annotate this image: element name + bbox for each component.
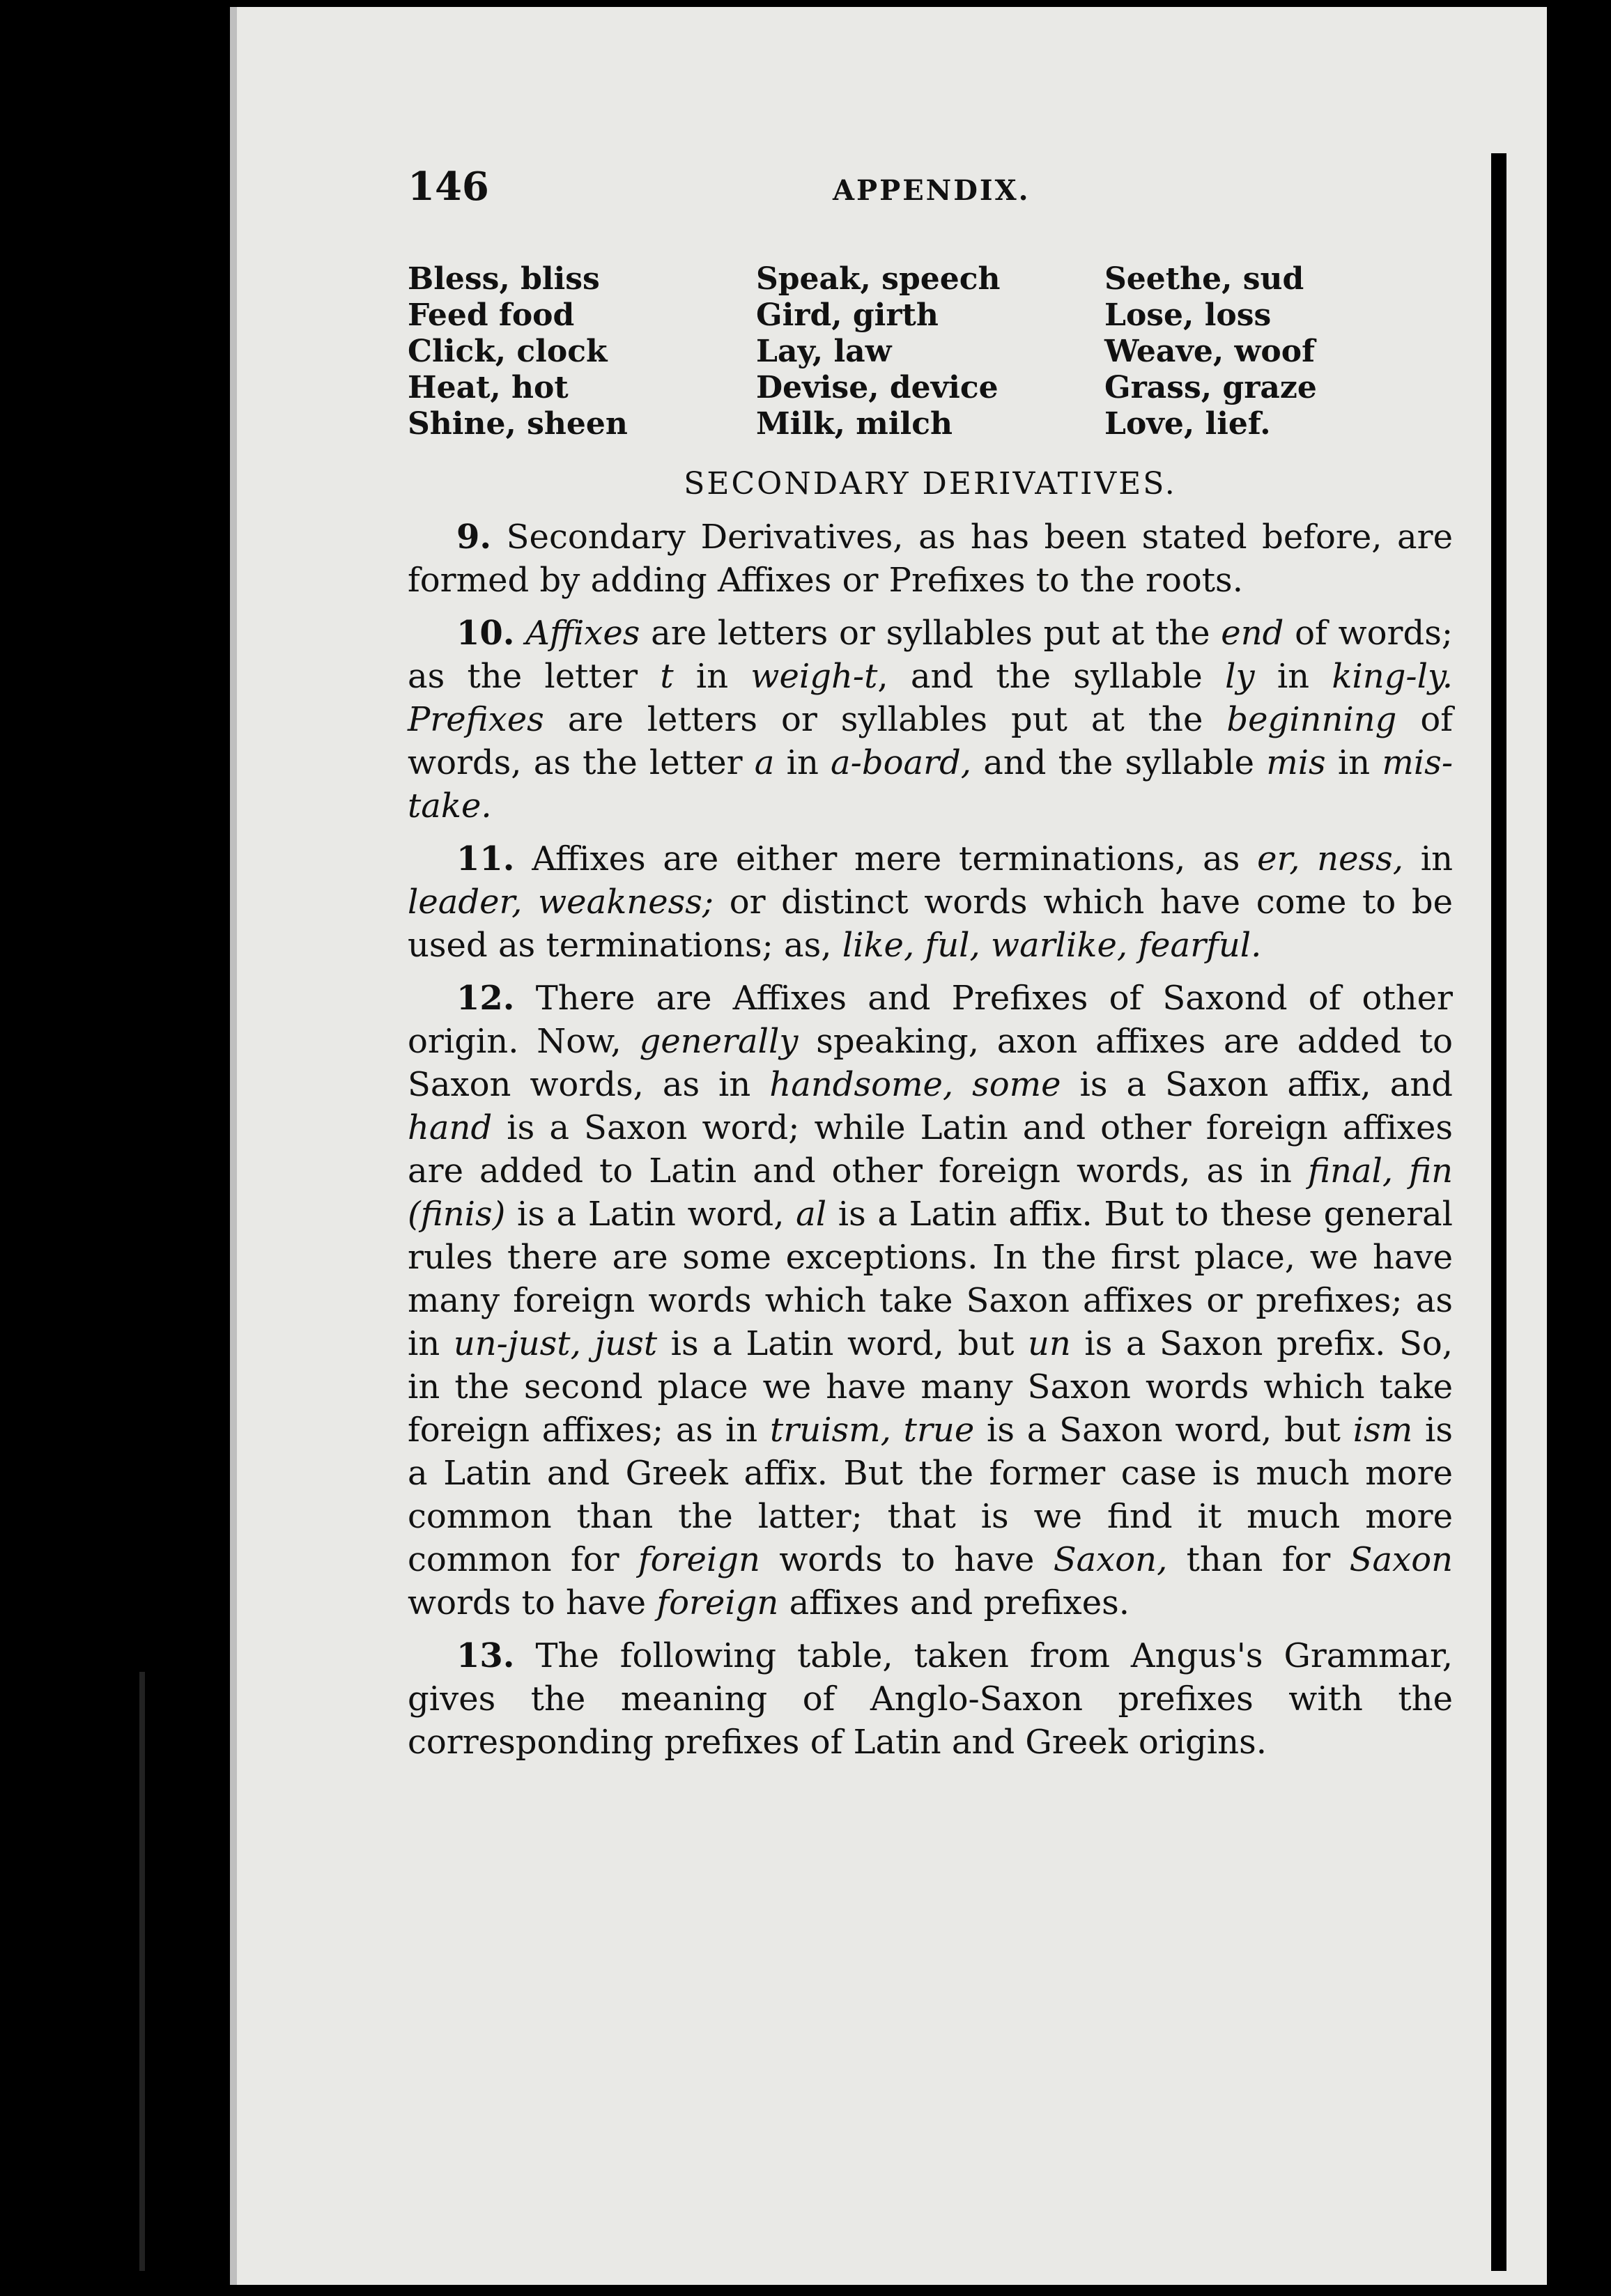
italic-term: king-ly. [1332,657,1453,696]
italic-term: truism, true [770,1411,975,1450]
paragraph-text: The following table, taken from Angus's Grammar, gives the meaning of Anglo-Saxon prefixes with the corresponding prefixes of Latin and Greek origins. [408,1636,1453,1762]
word-pairs-table [408,261,1453,442]
paragraph-number: 11. [456,839,515,878]
italic-term: ism [1352,1411,1413,1450]
italic-term: Prefixes [408,700,544,739]
text-run: in [1325,743,1382,782]
section-title: SECONDARY DERIVATIVES. [684,466,1177,502]
italic-term: end [1221,614,1284,653]
italic-term: weigh-t [750,657,878,696]
text-run: are letters or syllables put at the [544,700,1227,739]
italic-term: beginning [1226,700,1397,739]
italic-term: er, ness, [1257,839,1404,878]
italic-term: Saxon, [1053,1540,1168,1579]
italic-term: foreign [638,1540,760,1579]
italic-term: t [660,657,674,696]
text-run: than for [1167,1540,1350,1579]
paragraph-text: Secondary Derivatives, as has been stated before, are formed by adding Affixes or Prefixes to the roots. [408,518,1453,600]
italic-term: final, fin (finis) [408,1151,1454,1234]
text-run: is a Saxon prefix. So, in the second place we have many Saxon words which take foreign affixes; as in [408,1324,1453,1450]
text-run: affixes and prefixes. [778,1583,1130,1622]
italic-term: handsome, some [769,1065,1061,1104]
word-pair: Bless, bliss [408,261,600,297]
text-run: and the syllable [971,743,1267,782]
word-pair: Devise, device [756,370,999,405]
text-run: , and the syllable [877,657,1226,696]
text-run: is a Latin word, but [657,1324,1028,1363]
paragraph-12 [408,977,1453,1624]
left-margin-line [139,1672,145,2271]
word-pair: Love, lief. [1104,406,1271,442]
paragraph-11 [408,837,1453,967]
text-run: are letters or syllables put at the [640,614,1221,653]
word-pair: Click, clock [408,334,608,369]
text-run: or distinct words which have come to be used as terminations; as, [408,883,1454,965]
word-pair: Heat, hot [408,370,569,405]
running-title: APPENDIX. [833,174,1031,207]
text-run: There are Affixes and Prefixes of Saxo [535,979,1244,1018]
text-run: of words; as the letter [408,614,1453,696]
italic-term: un [1027,1324,1071,1363]
text-run: is a Saxon word; while Latin and other foreign affixes are added to Latin and other foreign words, as in [408,1108,1453,1190]
italic-term: generally [639,1022,799,1061]
word-column-2 [756,261,1104,442]
text-run: is a Saxon word, but [974,1411,1353,1450]
italic-term: Saxon [1349,1540,1454,1579]
word-pair: Lay, law [756,334,892,369]
page-content [408,164,1453,1774]
italic-term: mis-take. [408,743,1454,825]
word-pair: Speak, speech [756,261,1001,297]
page-edge-shadow [1491,153,1506,2271]
word-pair: Milk, milch [756,406,953,442]
text-run: is a Saxon affix, and [1061,1065,1454,1104]
paragraph-9 [408,515,1453,602]
text-run: words to have [408,1583,657,1622]
italic-term: like, ful, warlike, fearful. [842,926,1262,965]
italic-term: a [754,743,775,782]
italic-term: hand [408,1108,493,1147]
text-run: is a Latin word, [505,1195,796,1234]
paragraph-number: 13. [456,1636,515,1675]
italic-term: leader, weakness; [408,883,714,922]
paragraph-number: 9. [456,518,492,557]
page-header [408,164,1453,226]
text-run: is a Latin and Greek affix. But the former case is much more common than the latter; that is we find it much more common for [408,1411,1454,1579]
text-run: in [1254,657,1332,696]
text-run: axon affixes are added to Saxon words, as in [408,1022,1453,1104]
word-pair: Feed food [408,297,575,333]
word-pair: Gird, girth [756,297,939,333]
page-number: 146 [408,164,489,210]
paragraph-number: 12. [456,979,515,1018]
italic-term: ly [1225,657,1255,696]
paragraph-13 [408,1634,1453,1764]
italic-term: a-board, [831,743,972,782]
text-run: speaking, [798,1022,997,1061]
word-pair: Lose, loss [1104,297,1272,333]
word-pair: Weave, woof [1104,334,1316,369]
paragraph-number: 10. [456,614,515,653]
word-pair: Grass, graze [1104,370,1317,405]
text-run: in [774,743,831,782]
italic-term: mis [1266,743,1326,782]
text-run: in [673,657,751,696]
italic-term: al [796,1195,827,1234]
text-run: in [1403,839,1453,878]
text-run: words to have [760,1540,1054,1579]
word-column-3 [1104,261,1453,442]
paragraph-10 [408,612,1453,828]
italic-term: Affixes [525,614,640,653]
italic-term: foreign [656,1583,779,1622]
word-pair: Seethe, sud [1104,261,1304,297]
text-run: is a Latin affix. But to these general rules there are some exceptions. In the first place, we have many foreign words which take Saxon affixes or prefixes; as in [408,1195,1453,1363]
word-column-1 [408,261,756,442]
text-run: Affixes are either mere terminations, as [532,839,1258,878]
text-run: of words, as the letter [408,700,1454,782]
text-run: nd of other origin. Now, [408,979,1453,1061]
italic-term: un-just, just [453,1324,658,1363]
word-pair: Shine, sheen [408,406,628,442]
